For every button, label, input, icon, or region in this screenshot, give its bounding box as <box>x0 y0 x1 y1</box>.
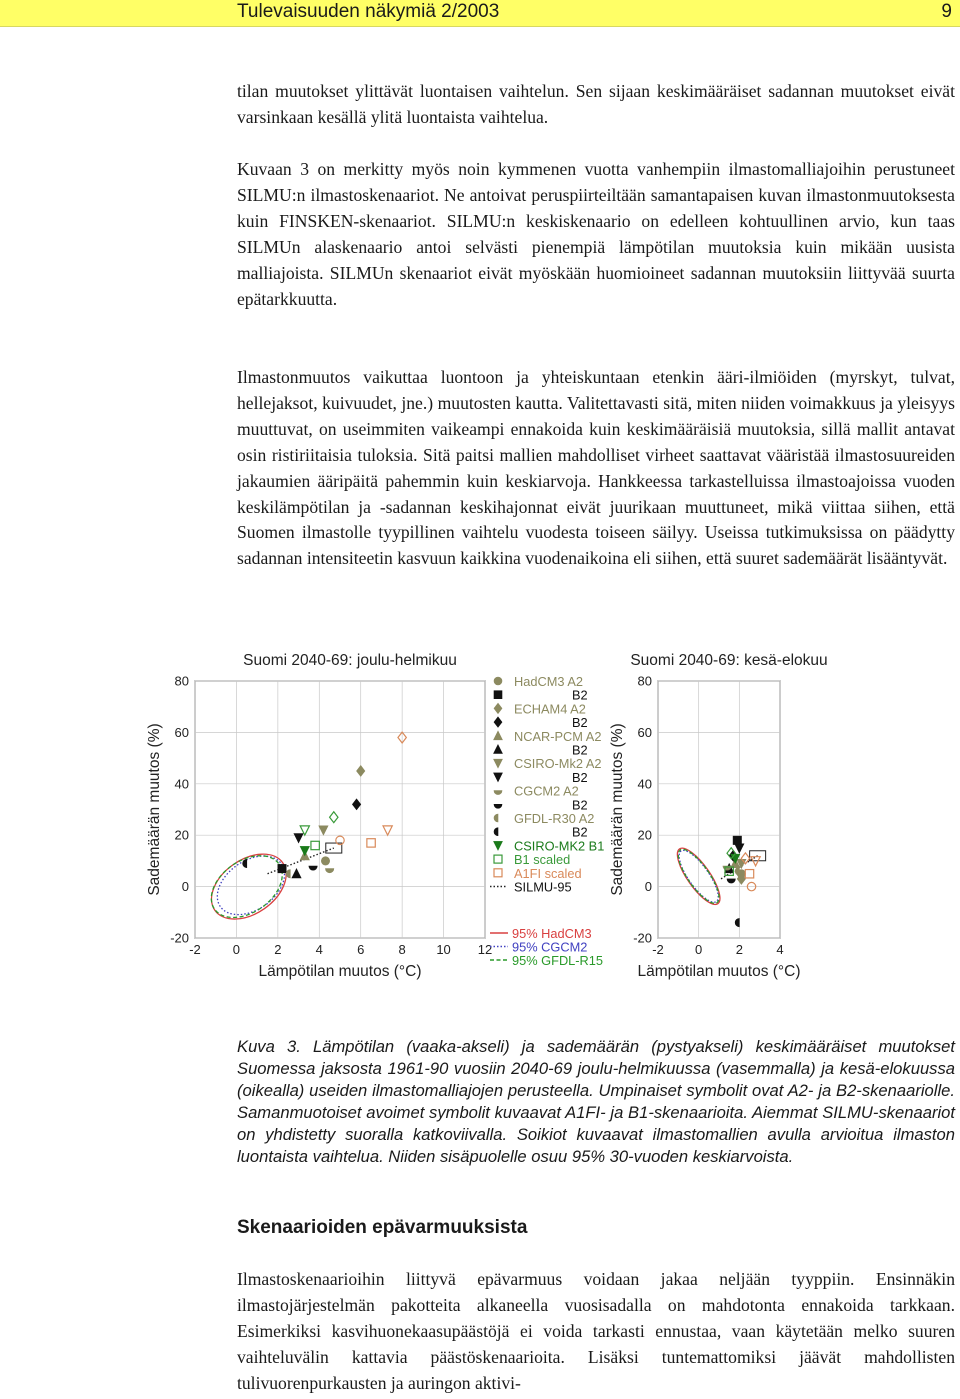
legend-marker <box>494 703 502 713</box>
legend-label: 95% HadCM3 <box>512 926 592 941</box>
legend-label: A1FI scaled <box>514 865 582 881</box>
legend-label: B2 <box>572 797 588 813</box>
paragraph-3: Ilmastonmuutos vaikuttaa luontoon ja yhteiskuntaan etenkin ääri-ilmiöiden (myrskyt, tulvat, hellejaksot, kuivuudet, jne.) muutosten kautta. Valitettavasti sitä, miten niiden voimakkuus ja yleisyys muuttuvat, on useimmiten vaikeampi ennakoida kuin keskimääräisiä muutoksia, sillä mallit antavat osin ristiriitaisia tuloksia. Sitä paitsi mallien mahdolliset virheet saattavat vääristää ilmastosuureiden jakaumien ääripäitä pahemmin kuin keskiarvoja. Hankkeessa tarkastelluissa ilmastoajoissa vuoden keskilämpötilan ja -sadannan keskihajonnat eivät juurikaan muuttuneet, mikä viittaa siihen, että Suomen ilmastolle tyypillinen vaihtelu vuodesta toiseen säilyy. Useissa tutkimuksissa on päädytty sadannan intensiteetin kasvuun kaikkina vuodenaikoina eli siihen, että suuret sademäärät lisääntyvät. <box>237 367 955 569</box>
x-tick-label: 6 <box>357 942 365 957</box>
legend-label: 95% GFDL-R15 <box>512 953 604 968</box>
legend-marker <box>494 814 498 822</box>
y-tick-label: 20 <box>174 827 189 843</box>
y-tick-label: 40 <box>174 776 189 792</box>
legend-marker <box>494 759 503 768</box>
paragraph-2: Kuvaan 3 on merkitty myös noin kymmenen vuotta vanhempiin ilmastomalliajoihin perustuneet SILMU:n ilmastoskenaariot. Ne antoivat peruspiirteiltään samantapaisen kuvan ilmastonmuutoksesta kuin FINSKEN-skenaariot. SILMU:n keskiskenaario on edelleen kohtuullinen arvio, kun taas SILMUn alaskenaario antoi selvästi pienempiä lämpötilan muutoksia kuin mikään uusista malliajoista. SILMUn skenaariot eivät myöskään huomioineet sadannan muutoksiin liittyvää suurta epätarkkuutta. <box>237 159 955 309</box>
legend-marker <box>494 773 503 782</box>
y-tick-label: 0 <box>644 879 652 895</box>
legend-label: SILMU-95 <box>514 879 572 895</box>
y-tick-label: 80 <box>174 673 189 689</box>
page-number: 9 <box>941 1 952 22</box>
legend-marker <box>494 791 502 795</box>
legend-marker <box>494 855 502 863</box>
x-tick-label: 10 <box>436 942 451 957</box>
y-tick-label: 40 <box>637 776 652 792</box>
legend-marker <box>494 841 503 850</box>
legend-label: B2 <box>572 769 588 785</box>
legend-marker <box>494 745 503 754</box>
legend-label: 95% CGCM2 <box>512 939 588 955</box>
figure-caption: Kuva 3. Lämpötilan (vaaka-akseli) ja sademäärän (pystyakseli) keskimääräiset muutokset Suomessa jaksosta 1961-90 vuosiin 2040-69 joulu-helmikuussa (vasemmalla) ja kesä-elokuussa (oikealla) useiden ilmastomalliajojen perusteella. Umpinaiset symbolit ovat A2- ja B2-skenaariolle. Samanmuotoiset avoimet symbolit kuvaavat A1FI- ja B1-skenaarioita. Aiemmat SILMU-skenaariot on yhdistetty suoralla katkoviivalla. Soikiot kuvaavat ilmastomallien avulla arvioitua ilmaston luontaista vaihtelua. Niiden sisäpuolelle osuu 95% 30-vuoden keskiarvoista. <box>237 1037 955 1166</box>
legend-label: GFDL-R30 A2 <box>514 811 595 826</box>
legend-marker <box>494 717 502 727</box>
chart-title: Suomi 2040-69: kesä-elokuu <box>630 652 828 669</box>
x-tick-label: 4 <box>315 942 323 957</box>
legend-label: CSIRO-MK2 B1 <box>514 838 605 854</box>
plot-area <box>195 681 485 938</box>
paragraph-4: Ilmastoskenaarioihin liittyvä epävarmuus voidaan jakaa neljään tyyppiin. Ensinnäkin ilmastojärjestelmän pakotteita alkaneella vuosisadalla on mahdotonta ennakoida tarkkaan. Esimerkiksi kasvihuonekaasupäästöjä ei voida tarkasti ennustaa, vaan käytetään melko suuren vaihteluvälin kattavia päästöskenaarioita. Lisäksi tuntemattomiksi jäävät mahdollisten tulivuorenpurkausten ja auringon aktivi- <box>237 1269 955 1393</box>
x-tick-label: 12 <box>477 942 493 957</box>
legend-label: CGCM2 A2 <box>514 783 579 799</box>
y-axis-label: Sademäärän muutos (%) <box>146 723 163 896</box>
data-point <box>278 864 286 872</box>
y-tick-label: 60 <box>637 724 652 740</box>
legend-marker <box>494 804 502 808</box>
x-axis-label: Lämpötilan muutos (°C) <box>258 963 422 980</box>
y-tick-label: 60 <box>174 724 189 740</box>
legend-label: B2 <box>572 824 588 840</box>
legend-marker <box>494 691 502 699</box>
y-tick-label: 20 <box>637 827 652 843</box>
x-tick-label: 4 <box>776 942 784 957</box>
legend-marker <box>494 677 502 685</box>
y-tick-label: 0 <box>181 879 189 895</box>
chart-legend <box>490 674 604 968</box>
y-tick-label: 80 <box>637 673 652 689</box>
page-header <box>0 0 960 27</box>
x-tick-label: -2 <box>652 942 664 957</box>
chart-winter <box>146 652 492 980</box>
plot-area <box>658 681 780 938</box>
data-point <box>733 836 741 844</box>
x-tick-label: 2 <box>735 942 743 957</box>
chart-title: Suomi 2040-69: joulu-helmikuu <box>243 652 457 669</box>
legend-label: NCAR-PCM A2 <box>514 728 602 744</box>
legend-label: B2 <box>572 687 588 703</box>
paragraph-1: tilan muutokset ylittävät luontaisen vaihtelun. Sen sijaan keskimääräiset sadannan muutokset eivät varsinkaan kesällä ylitä luontaista vaihtelua. <box>237 81 955 127</box>
x-tick-label: 0 <box>695 942 703 957</box>
x-tick-label: 2 <box>274 942 282 957</box>
y-tick-label: -20 <box>170 930 189 946</box>
legend-marker <box>494 731 503 740</box>
x-axis-label: Lämpötilan muutos (°C) <box>637 963 801 980</box>
section-heading: Skenaarioiden epävarmuuksista <box>237 1217 528 1238</box>
x-tick-label: -2 <box>189 942 201 957</box>
legend-label: ECHAM4 A2 <box>514 701 586 717</box>
y-tick-label: -20 <box>633 930 652 946</box>
legend-label: HadCM3 A2 <box>514 674 583 689</box>
legend-label: B2 <box>572 742 588 758</box>
x-tick-label: 8 <box>398 942 406 957</box>
legend-label: B2 <box>572 715 588 731</box>
data-point <box>321 857 329 865</box>
legend-marker <box>494 869 502 877</box>
figure-3-charts <box>0 640 960 990</box>
y-axis-label: Sademäärän muutos (%) <box>609 723 626 896</box>
legend-label: CSIRO-Mk2 A2 <box>514 756 602 772</box>
chart-summer <box>609 652 828 980</box>
legend-marker <box>494 828 498 836</box>
legend-label: B1 scaled <box>514 852 571 868</box>
x-tick-label: 0 <box>232 942 241 957</box>
journal-title: Tulevaisuuden näkymiä 2/2003 <box>237 1 500 22</box>
